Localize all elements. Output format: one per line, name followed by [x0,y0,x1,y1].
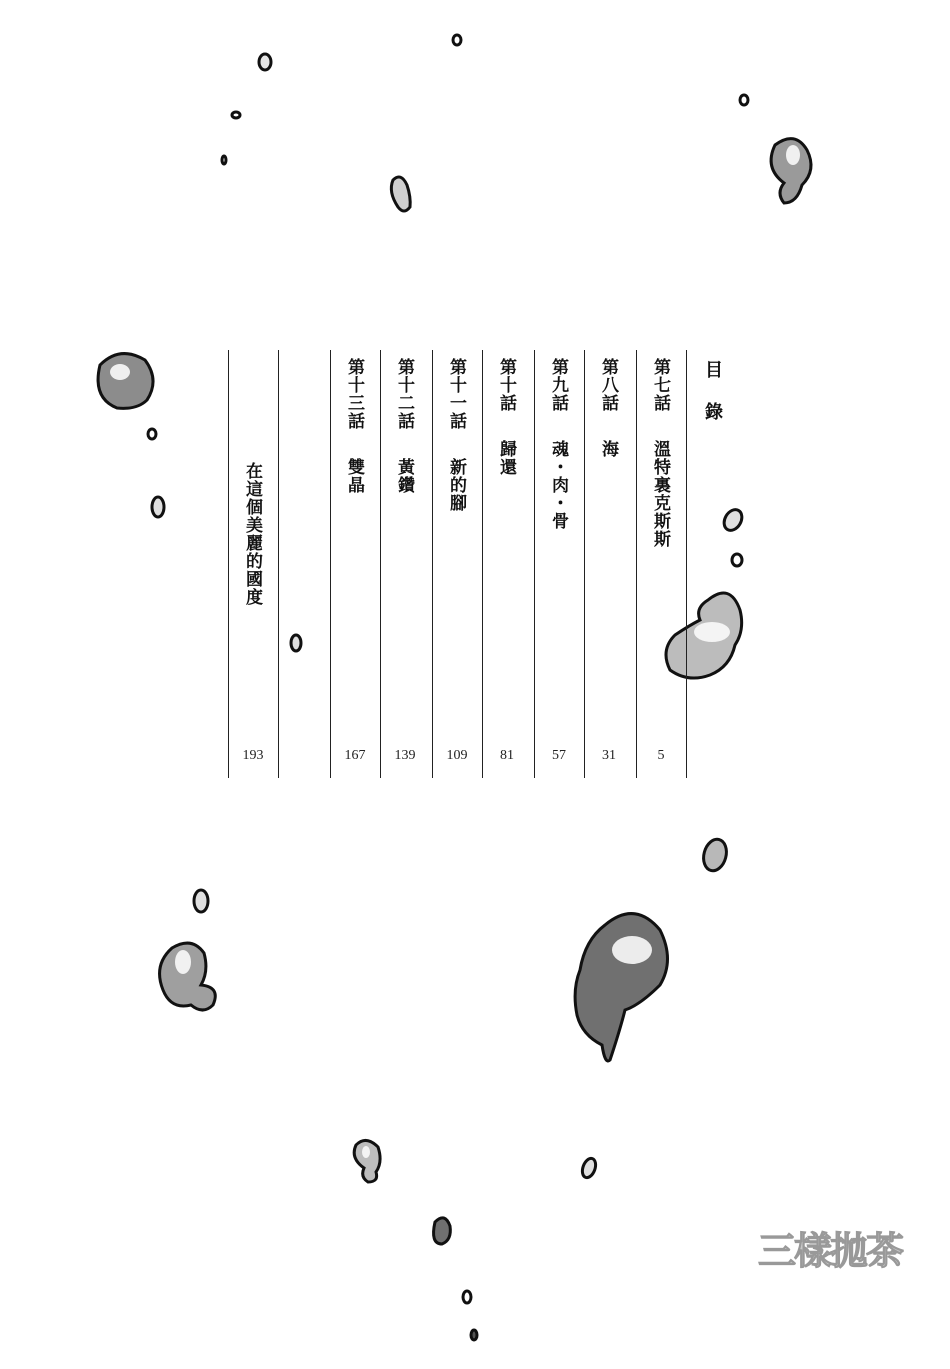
column-rule [534,350,535,778]
drop-fragment [148,429,156,439]
toc-entry-10[interactable] [494,358,518,476]
page-number: 5 [657,748,665,763]
page-number: 139 [394,748,416,763]
drop-fragment [291,635,301,651]
drop-fragment [471,1330,477,1340]
toc-entry-13[interactable] [342,358,366,494]
toc-entry-12[interactable] [392,358,416,494]
toc-title: 目 錄 [702,360,723,430]
drop-fragment [700,837,730,874]
toc-entry-11[interactable] [444,358,468,512]
column-rule [636,350,637,778]
column-rule [228,350,229,778]
column-rule [278,350,279,778]
episode-label: 第十二話 [394,358,414,430]
blob-fragment [391,177,410,211]
episode-name: 在這個美麗的國度 [242,462,262,606]
drop-fragment [232,112,240,118]
page-number: 57 [552,748,566,763]
column-rule [482,350,483,778]
episode-name: 海 [598,440,618,458]
toc-entry-final[interactable] [240,462,264,606]
episode-label: 第九話 [548,358,568,412]
drop-fragment [453,35,461,45]
drop-fragment [259,54,271,70]
blob-fragment [434,1218,451,1244]
drop-fragment [721,506,746,533]
page-number: 193 [242,748,264,763]
episode-name: 黃鑽 [394,458,414,494]
episode-label: 第十三話 [344,358,364,430]
toc-entry-8[interactable] [596,358,620,458]
page-number: 167 [344,748,366,763]
column-rule [686,350,687,778]
episode-label: 第七話 [650,358,670,412]
drop-fragment [194,890,208,912]
episode-name: 魂・肉・骨 [548,440,568,530]
blob-fragment [98,354,153,409]
page-number: 81 [500,748,514,763]
drop-fragment [152,497,164,517]
drop-fragment [580,1157,598,1180]
column-rule [584,350,585,778]
episode-label: 第十一話 [446,358,466,430]
episode-name: 溫特裏克斯斯 [650,440,670,548]
page-number: 109 [446,748,468,763]
drop-fragment [463,1291,471,1303]
toc-entry-7[interactable] [648,358,672,548]
column-rule [330,350,331,778]
watermark: 三樣拋茶 [758,1228,903,1273]
drop-fragment [740,95,748,105]
drop-fragment [222,156,226,164]
episode-name: 新的腳 [446,458,466,512]
toc-entry-9[interactable] [546,358,570,530]
drop-fragment [732,554,742,566]
column-rule [380,350,381,778]
episode-name: 歸還 [496,440,516,476]
column-rule [432,350,433,778]
large-gem-fragment [575,914,667,1061]
episode-name: 雙晶 [344,458,364,494]
page-number: 31 [602,748,616,763]
episode-label: 第十話 [496,358,516,412]
episode-label: 第八話 [598,358,618,412]
